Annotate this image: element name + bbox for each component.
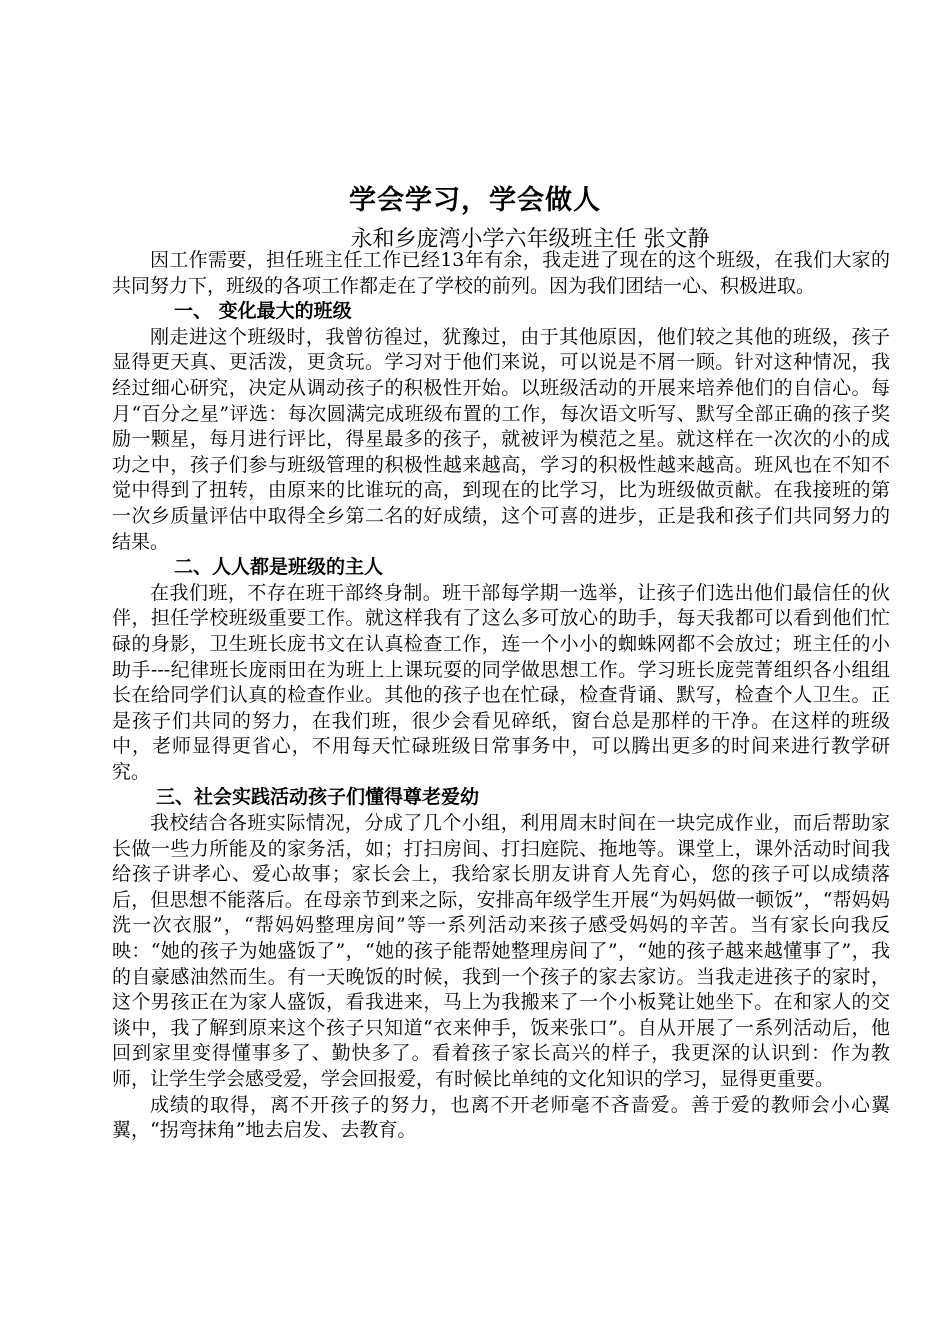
document-body [112,248,890,1144]
intro-paragraph: 因工作需要，担任班主任工作已经13年有余，我走进了现在的这个班级，在我们大家的共同努力下，班级的各项工作都走在了学校的前列。因为我们团结一心、积极进取。 [112,249,890,297]
section-heading: 三、社会实践活动孩子们懂得尊老爱幼 [156,786,480,809]
section-heading: 二、人人都是班级的主人 [174,556,384,579]
section-paragraph: 在我们班，不存在班干部终身制。班干部每学期一选举，让孩子们选出他们最信任的伙伴，担任学校班级重要工作。就这样我有了这么多可放心的助手，每天我都可以看到他们忙碌的身影，卫生班长庞书文在认真检查工作，连一个小小的蜘蛛网都不会放过；班主任的小助手---纪律班长庞雨田在为班上上课玩耍的同学做思想工作。学习班长庞莞菁组织各小组组长在给同学们认真的检查作业。其他的孩子也在忙碌，检查背诵、默写，检查个人卫生。正是孩子们共同的努力，在我们班，很少会看见碎纸，窗台总是那样的干净。在这样的班级中，老师显得更省心，不用每天忙碌班级日常事务中，可以腾出更多的时间来进行教学研究。 [112,581,890,783]
section-heading: 一、 变化最大的班级 [174,300,352,323]
section-paragraph: 我校结合各班实际情况，分成了几个小组，利用周末时间在一块完成作业，而后帮助家长做一些力所能及的家务活，如；打扫房间、打扫庭院、拖地等。课堂上，课外活动时间我给孩子讲孝心、爱心故事；家长会上，我给家长朋友讲育人先育心，您的孩子可以成绩落后，但思想不能落后。在母亲节到来之际，安排高年级学生开展“为妈妈做一顿饭”，“帮妈妈洗一次衣服”，“帮妈妈整理房间”等一系列活动来孩子感受妈妈的辛苦。当有家长向我反映：“她的孩子为她盛饭了”，“她的孩子能帮她整理房间了”，“她的孩子越来越懂事了”，我的自豪感油然而生。有一天晚饭的时候，我到一个孩子的家去家访。当我走进孩子的家时，这个男孩正在为家人盛饭，看我进来，马上为我搬来了一个小板凳让她坐下。在和家人的交谈中，我了解到原来这个孩子只知道“衣来伸手，饭来张口”。自从开展了一系列活动后，他回到家里变得懂事多了、勤快多了。看着孩子家长高兴的样子，我更深的认识到：作为教师，让学生学会感受爱，学会回报爱，有时候比单纯的文化知识的学习，显得更重要。 [112,812,890,1090]
closing-paragraph: 成绩的取得，离不开孩子的努力，也离不开老师毫不吝啬爱。善于爱的教师会小心翼翼，“拐弯抹角”地去启发、去教育。 [112,1093,890,1142]
section-paragraph: 刚走进这个班级时，我曾彷徨过，犹豫过，由于其他原因，他们较之其他的班级，孩子显得更天真、更活泼，更贪玩。学习对于他们来说，可以说是不屑一顾。针对这种情况，我经过细心研究，决定从调动孩子的积极性开始。以班级活动的开展来培养他们的自信心。每月“百分之星”评选：每次圆满完成班级布置的工作，每次语文听写、默写全部正确的孩子奖励一颗星，每月进行评比，得星最多的孩子，就被评为模范之星。就这样在一次次的小的成功之中，孩子们参与班级管理的积极性越来越高，学习的积极性越来越高。班风也在不知不觉中得到了扭转，由原来的比谁玩的高，到现在的比学习，比为班级做贡献。在我接班的第一次乡质量评估中取得全乡第二名的好成绩，这个可喜的进步，正是我和孩子们共同努力的结果。 [112,325,890,553]
document-title: 学会学习，学会做人 [349,185,601,216]
author-byline: 永和乡庞湾小学六年级班主任 张文静 [350,227,710,252]
